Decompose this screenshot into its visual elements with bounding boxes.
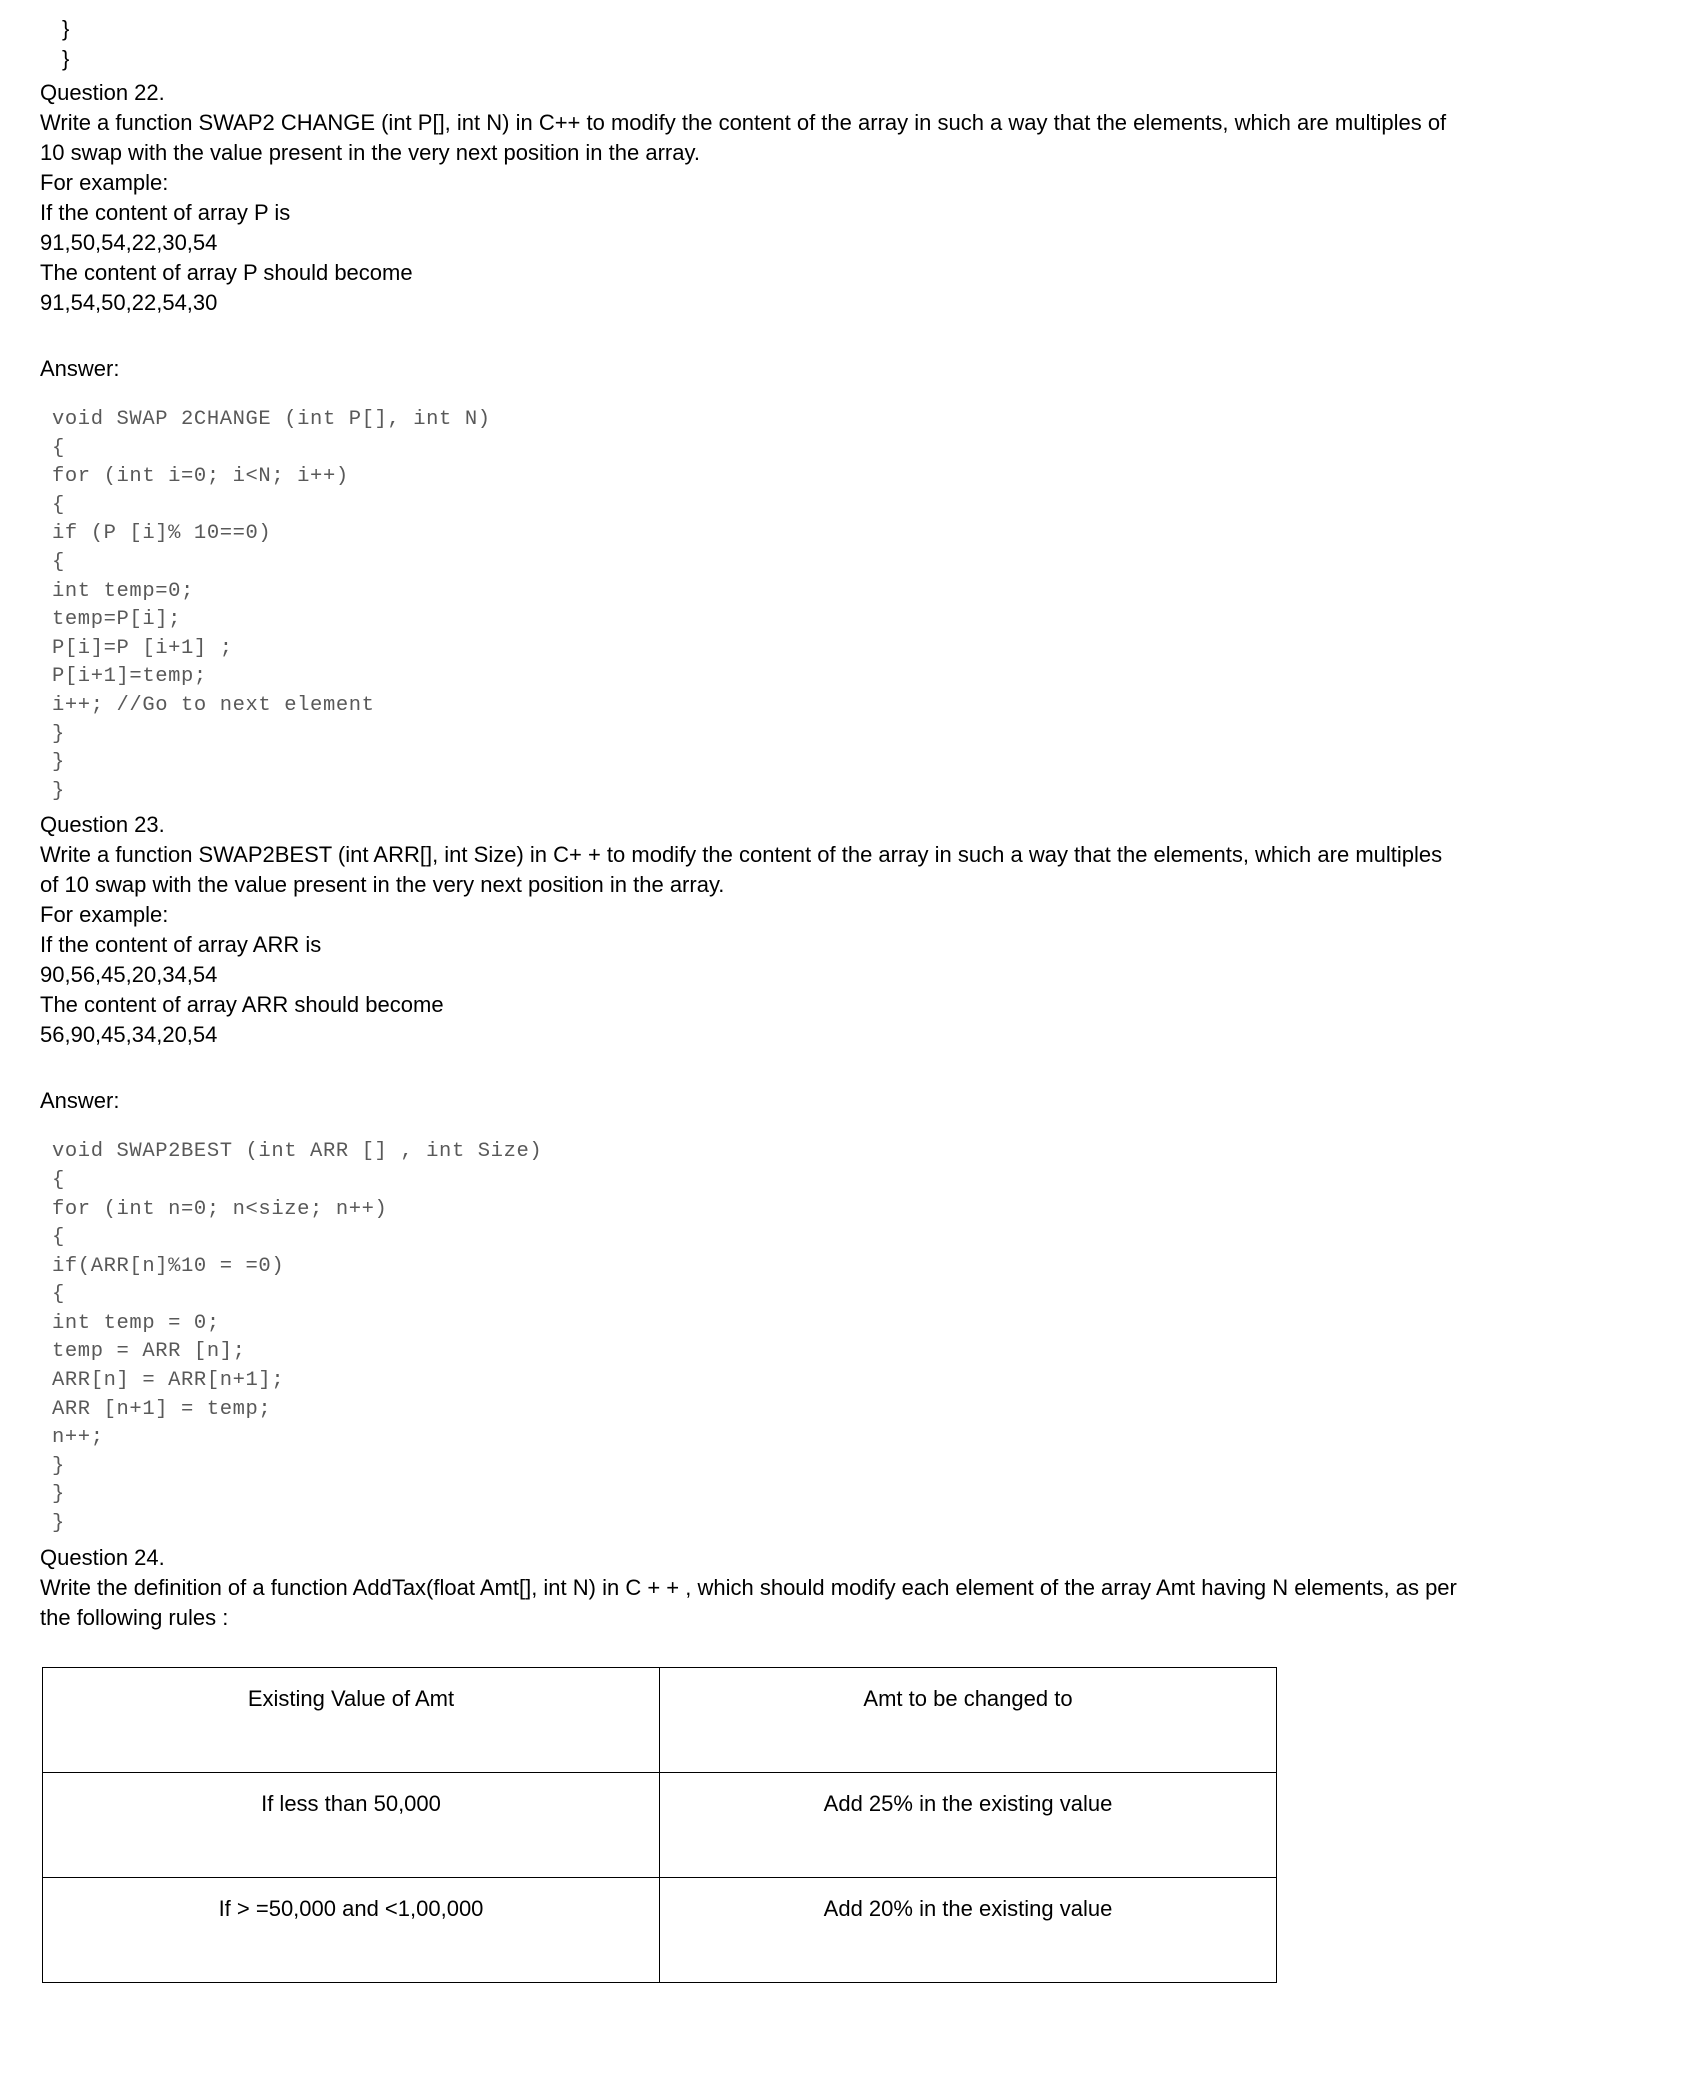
- trailing-brace-1: }: [62, 16, 70, 41]
- question-23-line-1: Write a function SWAP2BEST (int ARR[], int Size) in C+ + to modify the content of the array in such a way that the elements, which are multiples: [40, 842, 1443, 868]
- question-24-line-2: the following rules :: [40, 1604, 229, 1630]
- question-23-line-2: of 10 swap with the value present in the very next position in the array.: [40, 872, 725, 898]
- amt-rules-table: [42, 1667, 1277, 1983]
- table-header-row: [43, 1667, 1277, 1772]
- question-22-answer-label: Answer:: [40, 356, 120, 381]
- question-23-code-block: void SWAP2BEST (int ARR [] , int Size) { for (int n=0; n<size; n++) { if(ARR[n]%10 = =0) { int temp = 0; temp = ARR [n]; ARR[n] = ARR[n+1]; ARR [n+1] = temp; n++; } } }: [52, 1140, 543, 1536]
- question-22-line-4: If the content of array P is: [40, 200, 291, 225]
- question-23-line-5: 90,56,45,20,34,54: [40, 962, 218, 988]
- question-22-line-2: 10 swap with the value present in the very next position in the array.: [40, 140, 700, 165]
- table-cell-condition-2: If > =50,000 and <1,00,000: [43, 1877, 660, 1982]
- table-cell-condition-1: If less than 50,000: [43, 1772, 660, 1877]
- question-23-line-4: If the content of array ARR is: [40, 932, 322, 958]
- question-23-line-3: For example:: [40, 902, 169, 928]
- trailing-brace-2: }: [62, 46, 70, 71]
- question-22-body: [40, 108, 1660, 318]
- table-row: [43, 1877, 1277, 1982]
- table-header-changed-value: Amt to be changed to: [660, 1667, 1277, 1772]
- table-cell-action-1: Add 25% in the existing value: [660, 1772, 1277, 1877]
- question-23-heading: Question 23.: [40, 812, 165, 838]
- question-22-line-7: 91,54,50,22,54,30: [40, 290, 218, 315]
- amt-rules-table-wrapper: [40, 1667, 1660, 1983]
- question-23-line-6: The content of array ARR should become: [40, 992, 444, 1018]
- question-22-line-3: For example:: [40, 170, 169, 195]
- question-22-code-block: void SWAP 2CHANGE (int P[], int N) { for (int i=0; i<N; i++) { if (P [i]% 10==0) { int temp=0; temp=P[i]; P[i]=P [i+1] ; P[i+1]=temp; i++; //Go to next element } } }: [52, 408, 491, 803]
- question-23-line-7: 56,90,45,34,20,54: [40, 1022, 218, 1048]
- table-header-existing-value: Existing Value of Amt: [43, 1667, 660, 1772]
- question-24-line-1: Write the definition of a function AddTax(float Amt[], int N) in C + + , which should modify each element of the array Amt having N elements, as per: [40, 1574, 1457, 1600]
- question-24-heading: Question 24.: [40, 1544, 165, 1570]
- table-cell-action-2: Add 20% in the existing value: [660, 1877, 1277, 1982]
- question-23-answer-label: Answer:: [40, 1088, 120, 1114]
- question-23-body: [40, 840, 1660, 1050]
- table-row: [43, 1772, 1277, 1877]
- question-24-body: [40, 1573, 1660, 1633]
- question-22-heading: Question 22.: [40, 80, 165, 105]
- question-22-line-6: The content of array P should become: [40, 260, 413, 285]
- question-22-line-1: Write a function SWAP2 CHANGE (int P[], int N) in C++ to modify the content of the array in such a way that the elements, which are multiples of: [40, 110, 1447, 135]
- question-22-line-5: 91,50,54,22,30,54: [40, 230, 218, 255]
